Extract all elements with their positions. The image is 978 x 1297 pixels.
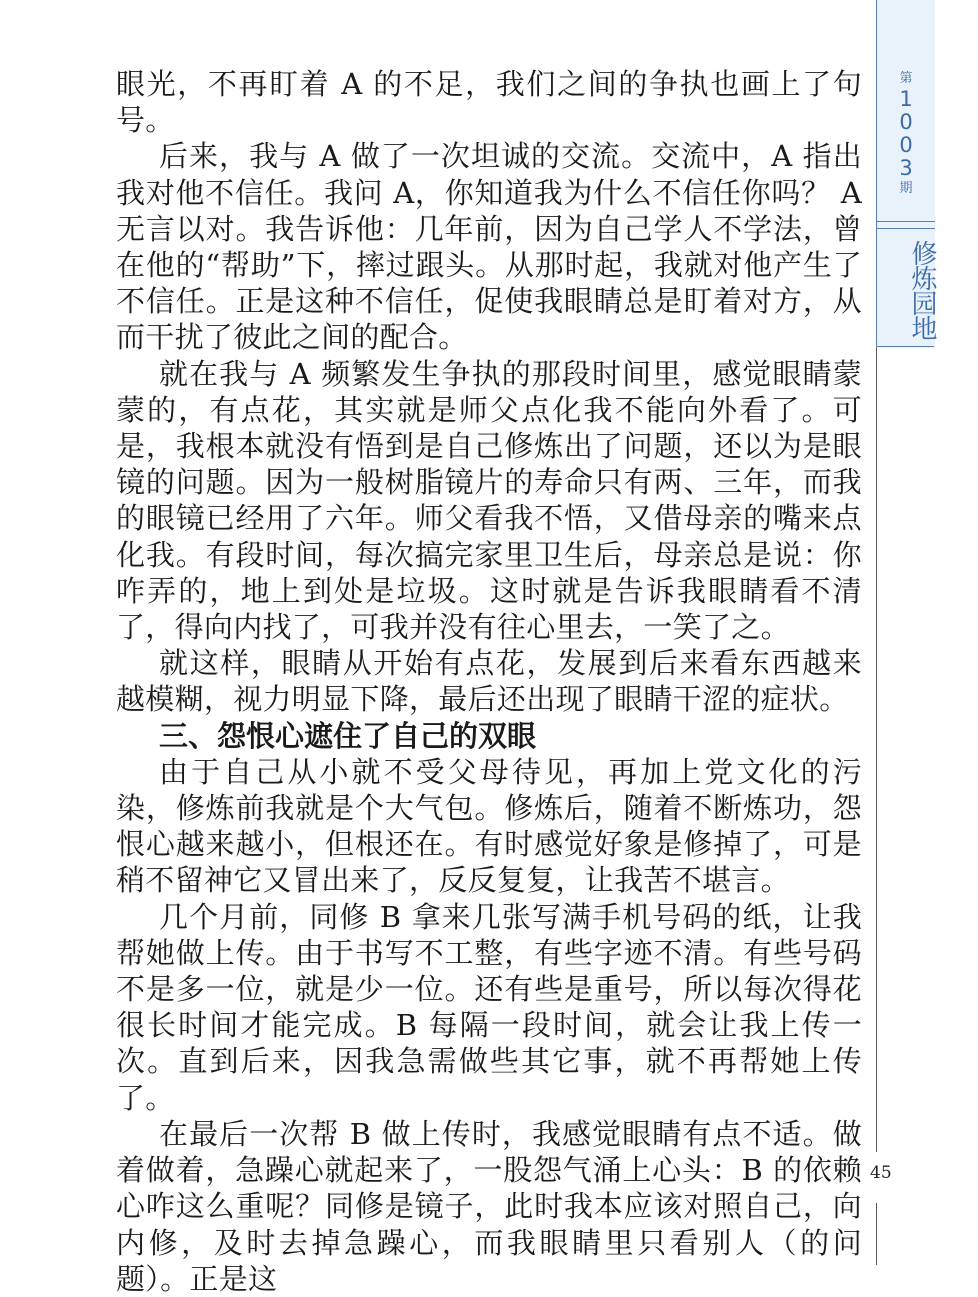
sidebar-divider	[877, 221, 935, 229]
issue-digit: 3	[899, 156, 913, 180]
paragraph: 眼光，不再盯着 A 的不足，我们之间的争执也画上了句号。	[116, 67, 862, 138]
column-title: 修炼园地	[907, 240, 937, 340]
paragraph: 就在我与 A 频繁发生争执的那段时间里，感觉眼睛蒙蒙的，有点花，其实就是师父点化我不能向外看了。可是，我根本就没有悟到是自己修炼出了问题，还以为是眼镜的问题。因为一般树脂镜片的寿命只有两、三年，而我的眼镜已经用了六年。师父看我不悟，又借母亲的嘴来点化我。有段时间，每次搞完家里卫生后，母亲总是说：你咋弄的，地上到处是垃圾。这时就是告诉我眼睛看不清了，得向内找了，可我并没有往心里去，一笑了之。	[116, 356, 862, 645]
margin-rule	[876, 348, 877, 1152]
issue-prefix: 第	[899, 71, 913, 86]
paragraph: 几个月前，同修 B 拿来几张写满手机号码的纸，让我帮她做上传。由于书写不工整，有些字迹不清。有些号码不是多一位，就是少一位。还有些是重号，所以每次得花很长时间才能完成。B 每隔一段时间，就会让我上传一次。直到后来，因我急需做些其它事，就不再帮她上传了。	[116, 899, 862, 1115]
paragraph: 由于自己从小就不受父母待见，再加上党文化的污染，修炼前我就是个大气包。修炼后，随着不断炼功，怨恨心越来越小，但根还在。有时感觉好象是修掉了，可是稍不留神它又冒出来了，反反复复，让我苦不堪言。	[116, 754, 862, 898]
paragraph: 在最后一次帮 B 做上传时，我感觉眼睛有点不适。做着做着，急躁心就起来了，一股怨气涌上心头：B 的依赖心咋这么重呢？同修是镜子，此时我本应该对照自己，向内修，及时去掉急躁心，而我眼睛里只看别人（的问题）。正是这	[116, 1116, 862, 1296]
column-sidebar	[876, 0, 935, 348]
article-body	[116, 66, 862, 1297]
sidebar-bottom-rule	[876, 346, 934, 347]
issue-label	[877, 70, 935, 198]
paragraph: 就这样，眼睛从开始有点花，发展到后来看东西越来越模糊，视力明显下降，最后还出现了眼睛干涩的症状。	[116, 646, 862, 717]
issue-suffix: 期	[899, 181, 913, 196]
section-heading: 三、怨恨心遮住了自己的双眼	[159, 718, 537, 753]
issue-digit: 0	[899, 110, 913, 134]
issue-digit: 0	[899, 133, 913, 157]
page-number: 45	[870, 1163, 892, 1183]
issue-digit: 1	[899, 87, 913, 111]
paragraph: 后来，我与 A 做了一次坦诚的交流。交流中，A 指出我对他不信任。我问 A，你知道我为什么不信任你吗？ A 无言以对。我告诉他：几年前，因为自己学人不学法，曾在他的“帮助”下，摔过跟头。从那时起，我就对他产生了不信任。正是这种不信任，促使我眼睛总是盯着对方，从而干扰了彼此之间的配合。	[116, 139, 862, 355]
margin-rule-lower	[876, 1203, 877, 1265]
